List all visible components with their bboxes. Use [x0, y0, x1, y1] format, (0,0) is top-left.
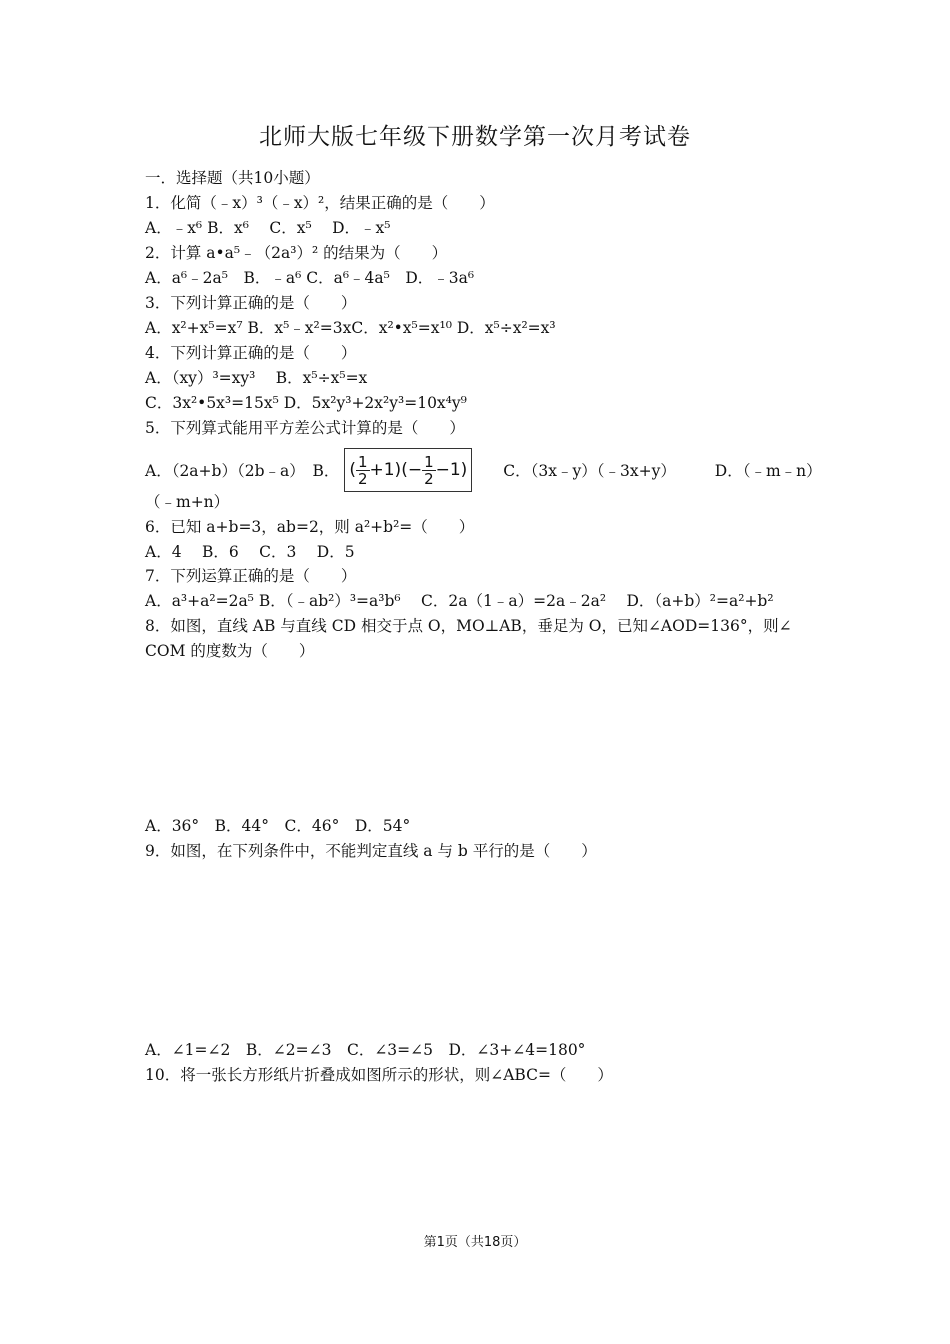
- q3-stem: 3．下列计算正确的是（ ）: [145, 294, 357, 312]
- fraction-numerator: 1: [424, 452, 434, 471]
- q5-options: [145, 450, 822, 494]
- q5-option-c: C．（3x﹣y）（﹣3x+y）: [503, 462, 676, 480]
- q1-options: A．﹣x⁶ B．x⁶ C．x⁵ D．﹣x⁵: [145, 219, 391, 237]
- q6-options: A．4 B．6 C．3 D．5: [145, 543, 355, 561]
- q5-b-mid: +1)(−: [369, 460, 423, 480]
- q10-stem: 10．将一张长方形纸片折叠成如图所示的形状，则∠ABC=（ ）: [145, 1066, 613, 1084]
- fraction-denominator: 2: [357, 469, 368, 488]
- q5-option-b-formula: [344, 448, 472, 492]
- q10-figure-area: [145, 1090, 805, 1220]
- q2-stem: 2．计算 a•a⁵﹣（2a³）² 的结果为（ ）: [145, 244, 448, 262]
- q5-b-paren: (: [349, 460, 356, 480]
- q4-stem: 4．下列计算正确的是（ ）: [145, 344, 357, 362]
- q2-options: A．a⁶﹣2a⁵ B．﹣a⁶ C．a⁶﹣4a⁵ D．﹣3a⁶: [145, 269, 475, 287]
- q8-figure-area: [145, 666, 805, 812]
- q5-b-fraction-2: [422, 454, 436, 487]
- q7-options: A．a³+a²=2a⁵ B．（﹣ab²）³=a³b⁶ C．2a（1﹣a）=2a﹣2a² D．（a+b）²=a²+b²: [145, 592, 774, 610]
- q5-option-a: A．（2a+b）（2b﹣a） B．: [145, 462, 340, 480]
- q8-stem-line2: COM 的度数为（ ）: [145, 642, 315, 660]
- q5-stem: 5．下列算式能用平方差公式计算的是（ ）: [145, 419, 465, 437]
- q6-stem: 6．已知 a+b=3，ab=2，则 a²+b²=（ ）: [145, 518, 475, 536]
- q1-stem: 1．化简（﹣x）³（﹣x）²，结果正确的是（ ）: [145, 194, 495, 212]
- q4-options-ab: A．（xy）³=xy³ B．x⁵÷x⁵=x: [145, 369, 368, 387]
- section-heading: 一．选择题（共10小题）: [145, 169, 320, 187]
- q5-b-close: −1): [435, 460, 468, 480]
- q5-option-d: D．（﹣m﹣n）: [714, 462, 822, 480]
- q3-options: A．x²+x⁵=x⁷ B．x⁵﹣x²=3xC．x²•x⁵=x¹⁰ D．x⁵÷x²=x³: [145, 319, 556, 337]
- page-footer: 第1页（共18页）: [423, 1235, 527, 1250]
- q4-options-cd: C．3x²•5x³=15x⁵ D．5x²y³+2x²y³=10x⁴y⁹: [145, 394, 467, 412]
- q9-stem: 9．如图，在下列条件中，不能判定直线 a 与 b 平行的是（ ）: [145, 842, 597, 860]
- q8-options: A．36° B．44° C．46° D．54°: [145, 817, 411, 835]
- q5-option-d-continued: （﹣m+n）: [145, 493, 230, 511]
- q8-stem-line1: 8．如图，直线 AB 与直线 CD 相交于点 O，MO⊥AB，垂足为 O，已知∠AOD=136°，则∠: [145, 617, 792, 635]
- q7-stem: 7．下列运算正确的是（ ）: [145, 567, 357, 585]
- q9-figure-area: [145, 866, 805, 1036]
- q9-options: A．∠1=∠2 B．∠2=∠3 C．∠3=∠5 D．∠3+∠4=180°: [145, 1041, 586, 1059]
- fraction-numerator: 1: [357, 452, 368, 471]
- q5-b-fraction-1: [356, 454, 370, 487]
- fraction-denominator: 2: [424, 469, 434, 488]
- page-title: 北师大版七年级下册数学第一次月考试卷: [259, 124, 691, 150]
